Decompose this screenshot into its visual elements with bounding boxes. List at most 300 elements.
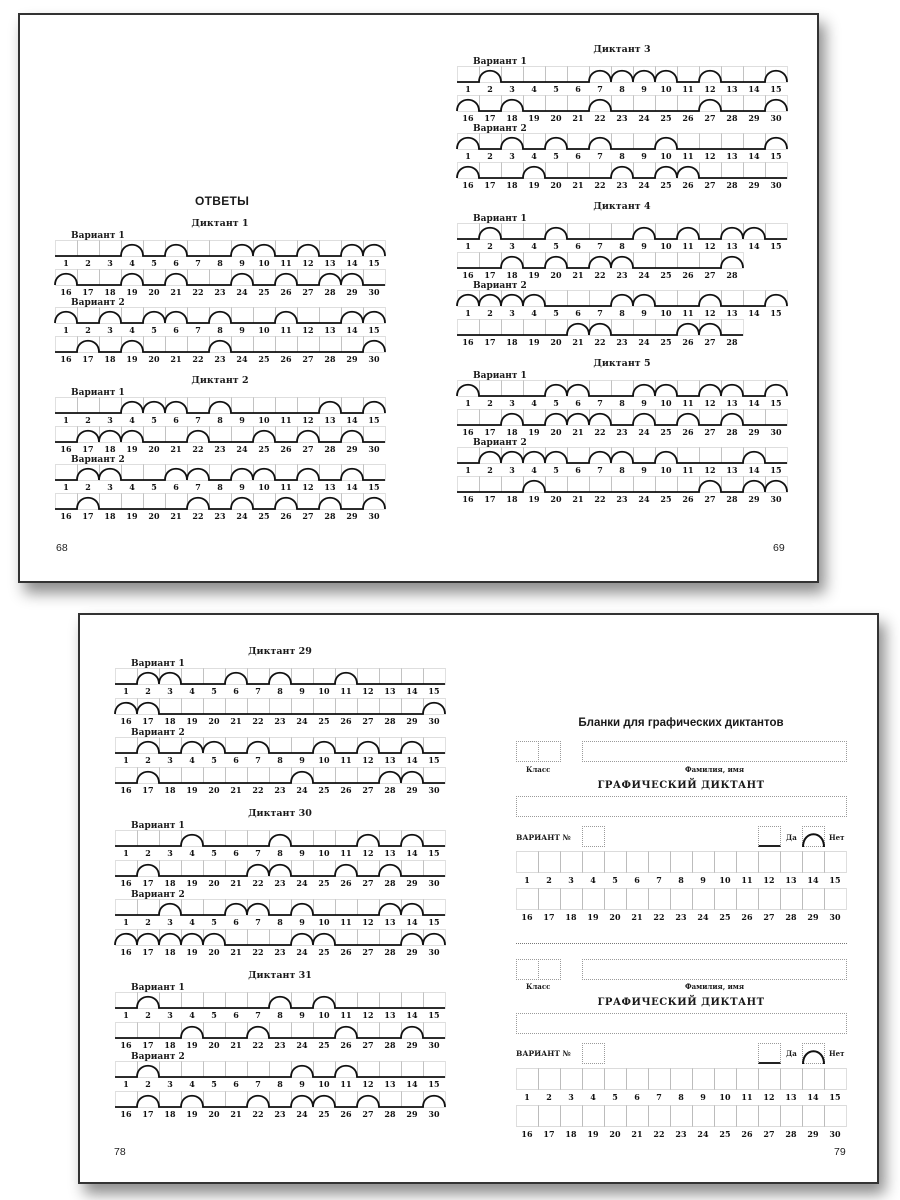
answer-cell[interactable]	[737, 889, 759, 910]
cell-number: 11	[340, 1010, 352, 1020]
cell-number: 29	[346, 354, 358, 364]
answer-cell[interactable]	[803, 889, 825, 910]
grid-cell	[380, 738, 402, 754]
grid-cell	[320, 308, 342, 324]
answer-cell[interactable]	[715, 889, 737, 910]
answer-row	[457, 409, 789, 439]
cell-number: 19	[528, 427, 540, 437]
forms-title: Бланки для графических диктантов	[578, 717, 784, 729]
cell-number: 22	[192, 511, 204, 521]
cell-number: 11	[682, 398, 694, 408]
cell-number: 20	[550, 427, 562, 437]
cell-number: 27	[302, 287, 314, 297]
cell-number: 27	[302, 354, 314, 364]
cell-number: 17	[484, 427, 496, 437]
grid-cell	[226, 768, 248, 784]
grid-cell	[612, 477, 634, 493]
dictation-title: Диктант 30	[248, 808, 312, 819]
grid-cell	[612, 96, 634, 112]
grid-cell	[634, 320, 656, 336]
grid-cell	[402, 1092, 424, 1108]
answer-cell[interactable]	[583, 1106, 605, 1127]
grid-cell	[248, 930, 270, 946]
answer-cell[interactable]	[803, 852, 825, 873]
cell-number: 17	[484, 494, 496, 504]
book-spread-pages-68-69	[18, 13, 819, 583]
grid-cell	[248, 669, 270, 685]
page-number-left: 68	[56, 542, 68, 554]
answer-cell[interactable]	[737, 1106, 759, 1127]
cell-number: 21	[631, 912, 643, 922]
grid-cell	[276, 337, 298, 353]
grid-cell	[314, 768, 336, 784]
answer-line-with-arcs	[457, 481, 787, 492]
cell-number: 15	[368, 258, 380, 268]
book-spread-pages-78-79	[78, 613, 879, 1184]
grid-cell	[144, 494, 166, 510]
cell-number: 27	[704, 113, 716, 123]
cell-number: 1	[123, 1079, 129, 1089]
answer-cell[interactable]	[583, 889, 605, 910]
answer-cell[interactable]	[825, 852, 847, 873]
answer-cell[interactable]	[561, 852, 583, 873]
grid-cell	[380, 1023, 402, 1039]
cell-number: 25	[660, 180, 672, 190]
grid-cell	[292, 861, 314, 877]
cell-number: 14	[748, 84, 760, 94]
answer-cell[interactable]	[583, 852, 605, 873]
cell-number: 11	[741, 875, 753, 885]
answer-cell[interactable]	[825, 889, 847, 910]
grid-cell	[160, 831, 182, 847]
answer-line-with-arcs	[115, 997, 445, 1008]
cell-number: 16	[120, 947, 132, 957]
grid-cell	[204, 831, 226, 847]
cell-number: 28	[384, 947, 396, 957]
grid-cell	[546, 67, 568, 83]
answer-cell[interactable]	[627, 852, 649, 873]
grid-cell	[612, 320, 634, 336]
dictation-title-field[interactable]	[516, 1013, 847, 1034]
answer-row	[115, 860, 447, 890]
cell-number: 22	[192, 444, 204, 454]
grid-cell	[524, 381, 546, 397]
cell-number: 5	[151, 258, 157, 268]
cell-number: 6	[575, 398, 581, 408]
grid-cell	[320, 337, 342, 353]
cell-number: 27	[362, 716, 374, 726]
cell-number: 14	[748, 308, 760, 318]
cell-number: 23	[616, 270, 628, 280]
answer-row	[55, 493, 387, 523]
cell-number: 17	[142, 1040, 154, 1050]
answer-cell[interactable]	[671, 889, 693, 910]
grid-cell	[210, 465, 232, 481]
grid-cell	[364, 270, 386, 286]
answer-row	[457, 133, 789, 163]
answer-cell[interactable]	[561, 889, 583, 910]
cell-number: 12	[362, 917, 374, 927]
cell-number: 30	[368, 511, 380, 521]
grid-cell	[744, 96, 766, 112]
answer-cell[interactable]	[671, 852, 693, 873]
grid-cell	[226, 1062, 248, 1078]
class-digit-box-2[interactable]	[538, 959, 561, 980]
cell-number: 30	[428, 947, 440, 957]
answer-cell[interactable]	[517, 1069, 539, 1090]
answer-cell[interactable]	[715, 852, 737, 873]
cell-number: 29	[406, 785, 418, 795]
answer-cell[interactable]	[759, 889, 781, 910]
cell-number: 16	[521, 1129, 533, 1139]
answer-line-with-arcs	[115, 772, 445, 783]
cell-number: 20	[550, 494, 562, 504]
answer-cell[interactable]	[803, 1106, 825, 1127]
cell-number: 29	[807, 912, 819, 922]
grid-cell	[480, 320, 502, 336]
answer-cell[interactable]	[693, 1106, 715, 1127]
grid-cell	[722, 448, 744, 464]
answer-cell[interactable]	[715, 1106, 737, 1127]
answer-cell[interactable]	[649, 1069, 671, 1090]
cell-number: 21	[572, 337, 584, 347]
answer-line-with-arcs	[457, 138, 787, 149]
answer-cell[interactable]	[627, 1069, 649, 1090]
cell-number: 25	[318, 716, 330, 726]
answer-cell[interactable]	[539, 889, 561, 910]
cell-number: 18	[506, 427, 518, 437]
cell-number: 16	[120, 716, 132, 726]
cell-number: 6	[634, 875, 640, 885]
answer-cell[interactable]	[781, 889, 803, 910]
answer-cell[interactable]	[781, 852, 803, 873]
cell-number: 7	[255, 1079, 261, 1089]
cell-number: 10	[660, 465, 672, 475]
cell-number: 1	[63, 258, 69, 268]
grid-cell	[722, 134, 744, 150]
cell-number: 21	[230, 785, 242, 795]
cell-number: 27	[704, 494, 716, 504]
cell-number: 3	[107, 325, 113, 335]
answer-cell[interactable]	[825, 1069, 847, 1090]
cell-number: 27	[704, 427, 716, 437]
cell-number: 21	[170, 354, 182, 364]
answer-cell[interactable]	[759, 1106, 781, 1127]
cell-number: 28	[785, 912, 797, 922]
cell-number: 27	[362, 1040, 374, 1050]
cell-number: 2	[487, 84, 493, 94]
cell-number: 9	[239, 325, 245, 335]
cell-number: 2	[546, 875, 552, 885]
answer-cell[interactable]	[517, 1106, 539, 1127]
cell-number: 17	[142, 947, 154, 957]
answer-row	[115, 1061, 447, 1091]
dictation-title: Диктант 29	[248, 646, 312, 657]
cell-number: 22	[594, 180, 606, 190]
grid-cell	[612, 410, 634, 426]
cell-number: 7	[656, 875, 662, 885]
cell-number: 26	[280, 287, 292, 297]
answer-cell[interactable]	[715, 1069, 737, 1090]
answer-cell[interactable]	[759, 852, 781, 873]
grid-cell	[424, 768, 446, 784]
answer-row	[115, 830, 447, 860]
grid-cell	[656, 477, 678, 493]
cell-number: 18	[565, 912, 577, 922]
cell-number: 10	[258, 482, 270, 492]
grid-cell	[122, 465, 144, 481]
answer-line-with-arcs	[457, 228, 787, 239]
cell-number: 9	[641, 465, 647, 475]
name-field[interactable]	[582, 959, 847, 980]
answer-cell[interactable]	[605, 889, 627, 910]
cell-number: 8	[277, 917, 283, 927]
answer-cell[interactable]	[517, 889, 539, 910]
cell-number: 28	[384, 1109, 396, 1119]
grid-cell	[678, 96, 700, 112]
cell-number: 6	[575, 84, 581, 94]
cell-number: 12	[302, 415, 314, 425]
cell-number: 25	[660, 427, 672, 437]
cell-number: 10	[318, 686, 330, 696]
grid-cell	[380, 930, 402, 946]
answer-cell[interactable]	[627, 1106, 649, 1127]
cell-number: 25	[660, 494, 672, 504]
cell-number: 6	[173, 258, 179, 268]
grid-cell	[524, 410, 546, 426]
answer-cell[interactable]	[649, 852, 671, 873]
grid-cell	[364, 465, 386, 481]
cell-number: 26	[682, 270, 694, 280]
grid-cell	[568, 448, 590, 464]
answer-cell[interactable]	[693, 852, 715, 873]
cell-number: 21	[230, 947, 242, 957]
cell-number: 23	[616, 427, 628, 437]
cell-number: 22	[192, 287, 204, 297]
grid-cell	[122, 494, 144, 510]
cell-number: 30	[428, 1040, 440, 1050]
answer-cell[interactable]	[539, 1069, 561, 1090]
grid-cell	[458, 448, 480, 464]
grid-cell	[144, 465, 166, 481]
cell-number: 7	[255, 1010, 261, 1020]
cell-number: 1	[63, 482, 69, 492]
grid-cell	[248, 831, 270, 847]
cell-number: 30	[428, 716, 440, 726]
answer-cell[interactable]	[781, 1069, 803, 1090]
cell-number: 10	[660, 151, 672, 161]
grid-cell	[204, 900, 226, 916]
grid-cell	[116, 738, 138, 754]
answer-line-with-arcs	[457, 167, 787, 178]
answer-cell[interactable]	[517, 852, 539, 873]
cell-number: 8	[277, 1010, 283, 1020]
variant-number-box[interactable]	[582, 826, 605, 847]
grid-cell	[160, 1023, 182, 1039]
variant-label: ВАРИАНТ №	[516, 1049, 571, 1058]
cell-number: 29	[748, 427, 760, 437]
cell-number: 12	[704, 151, 716, 161]
cell-number: 15	[770, 151, 782, 161]
answer-cell[interactable]	[605, 1069, 627, 1090]
cell-number: 12	[362, 686, 374, 696]
cell-number: 18	[104, 444, 116, 454]
variant-label: Вариант 2	[71, 455, 125, 465]
cell-number: 9	[641, 241, 647, 251]
cell-number: 4	[129, 325, 135, 335]
class-digit-box-2[interactable]	[538, 741, 561, 762]
answer-cell[interactable]	[649, 1106, 671, 1127]
cell-number: 4	[531, 241, 537, 251]
answer-cell[interactable]	[759, 1069, 781, 1090]
cell-number: 18	[104, 287, 116, 297]
cell-number: 8	[217, 258, 223, 268]
grid-cell	[424, 1023, 446, 1039]
grid-cell	[590, 163, 612, 179]
grid-cell	[502, 381, 524, 397]
cell-number: 7	[656, 1092, 662, 1102]
answer-row	[115, 1091, 447, 1121]
answer-cell[interactable]	[605, 1106, 627, 1127]
cell-number: 23	[214, 287, 226, 297]
cell-number: 13	[726, 398, 738, 408]
dictation-title: Диктант 31	[248, 970, 312, 981]
cell-number: 17	[484, 337, 496, 347]
cell-number: 28	[384, 716, 396, 726]
cell-number: 17	[142, 878, 154, 888]
grid-cell	[160, 861, 182, 877]
answer-cell[interactable]	[737, 852, 759, 873]
cell-number: 16	[60, 511, 72, 521]
cell-number: 15	[368, 482, 380, 492]
grid-cell	[458, 320, 480, 336]
answer-cell[interactable]	[803, 1069, 825, 1090]
dictation-title: Диктант 3	[593, 44, 651, 55]
grid-cell	[232, 337, 254, 353]
answer-cell[interactable]	[605, 852, 627, 873]
answer-row	[115, 767, 447, 797]
cell-number: 14	[406, 917, 418, 927]
answer-cell[interactable]	[671, 1069, 693, 1090]
answer-cell[interactable]	[583, 1069, 605, 1090]
cell-number: 9	[641, 398, 647, 408]
answer-cell[interactable]	[825, 1106, 847, 1127]
variant-label: Вариант 1	[71, 388, 125, 398]
name-field[interactable]	[582, 741, 847, 762]
cell-number: 20	[148, 354, 160, 364]
grid-cell	[656, 253, 678, 269]
cell-number: 6	[575, 465, 581, 475]
answer-cell[interactable]	[539, 852, 561, 873]
grid-cell	[678, 448, 700, 464]
cell-number: 8	[277, 848, 283, 858]
cell-number: 13	[384, 755, 396, 765]
cell-number: 14	[346, 482, 358, 492]
cell-number: 11	[682, 151, 694, 161]
answer-cell[interactable]	[561, 1106, 583, 1127]
cell-number: 13	[726, 84, 738, 94]
answer-cell[interactable]	[561, 1069, 583, 1090]
grid-cell	[546, 291, 568, 307]
grid-cell	[144, 337, 166, 353]
cell-number: 5	[151, 482, 157, 492]
cell-number: 15	[770, 241, 782, 251]
cell-number: 10	[719, 1092, 731, 1102]
answer-cell[interactable]	[649, 889, 671, 910]
cell-number: 15	[829, 1092, 841, 1102]
cell-number: 1	[123, 848, 129, 858]
grid-cell	[424, 993, 446, 1009]
cell-number: 8	[217, 415, 223, 425]
grid-cell	[722, 67, 744, 83]
cell-number: 22	[252, 785, 264, 795]
cell-number: 21	[230, 716, 242, 726]
grid-cell	[270, 1062, 292, 1078]
answer-cell[interactable]	[693, 889, 715, 910]
cell-number: 19	[126, 354, 138, 364]
class-digit-box-1[interactable]	[516, 741, 539, 762]
answer-cell[interactable]	[737, 1069, 759, 1090]
grid-cell	[100, 241, 122, 257]
grid-cell	[656, 224, 678, 240]
grid-cell	[424, 900, 446, 916]
grid-cell	[656, 410, 678, 426]
cell-number: 25	[258, 287, 270, 297]
cell-number: 4	[189, 1010, 195, 1020]
grid-cell	[160, 738, 182, 754]
cell-number: 19	[186, 716, 198, 726]
cell-number: 6	[634, 1092, 640, 1102]
answer-cell[interactable]	[627, 889, 649, 910]
answer-row	[115, 1022, 447, 1052]
cell-number: 11	[682, 241, 694, 251]
answer-cell[interactable]	[693, 1069, 715, 1090]
cell-number: 3	[107, 482, 113, 492]
cell-number: 20	[208, 1109, 220, 1119]
grid-cell	[634, 96, 656, 112]
cell-number: 1	[465, 308, 471, 318]
answer-line-with-arcs	[115, 865, 445, 876]
grid-cell	[342, 398, 364, 414]
cell-number: 15	[428, 917, 440, 927]
dictation-title-field[interactable]	[516, 796, 847, 817]
answer-line-with-arcs	[115, 1096, 445, 1107]
variant-label: Вариант 2	[473, 281, 527, 291]
grid-cell	[744, 381, 766, 397]
answer-cell[interactable]	[781, 1106, 803, 1127]
cell-number: 20	[609, 912, 621, 922]
cell-number: 27	[362, 785, 374, 795]
answer-cell[interactable]	[539, 1106, 561, 1127]
cell-number: 12	[362, 848, 374, 858]
cell-number: 30	[368, 444, 380, 454]
cell-number: 18	[506, 270, 518, 280]
page-number-right: 69	[773, 542, 785, 554]
grid-cell	[480, 96, 502, 112]
cell-number: 1	[63, 325, 69, 335]
grid-cell	[358, 1023, 380, 1039]
class-digit-box-1[interactable]	[516, 959, 539, 980]
grid-cell	[480, 253, 502, 269]
grid-cell	[634, 163, 656, 179]
grid-cell	[270, 738, 292, 754]
variant-number-box[interactable]	[582, 1043, 605, 1064]
cell-number: 15	[428, 848, 440, 858]
answer-cell[interactable]	[671, 1106, 693, 1127]
cell-number: 25	[318, 947, 330, 957]
answer-line-with-arcs	[55, 341, 385, 352]
grid-cell	[678, 253, 700, 269]
